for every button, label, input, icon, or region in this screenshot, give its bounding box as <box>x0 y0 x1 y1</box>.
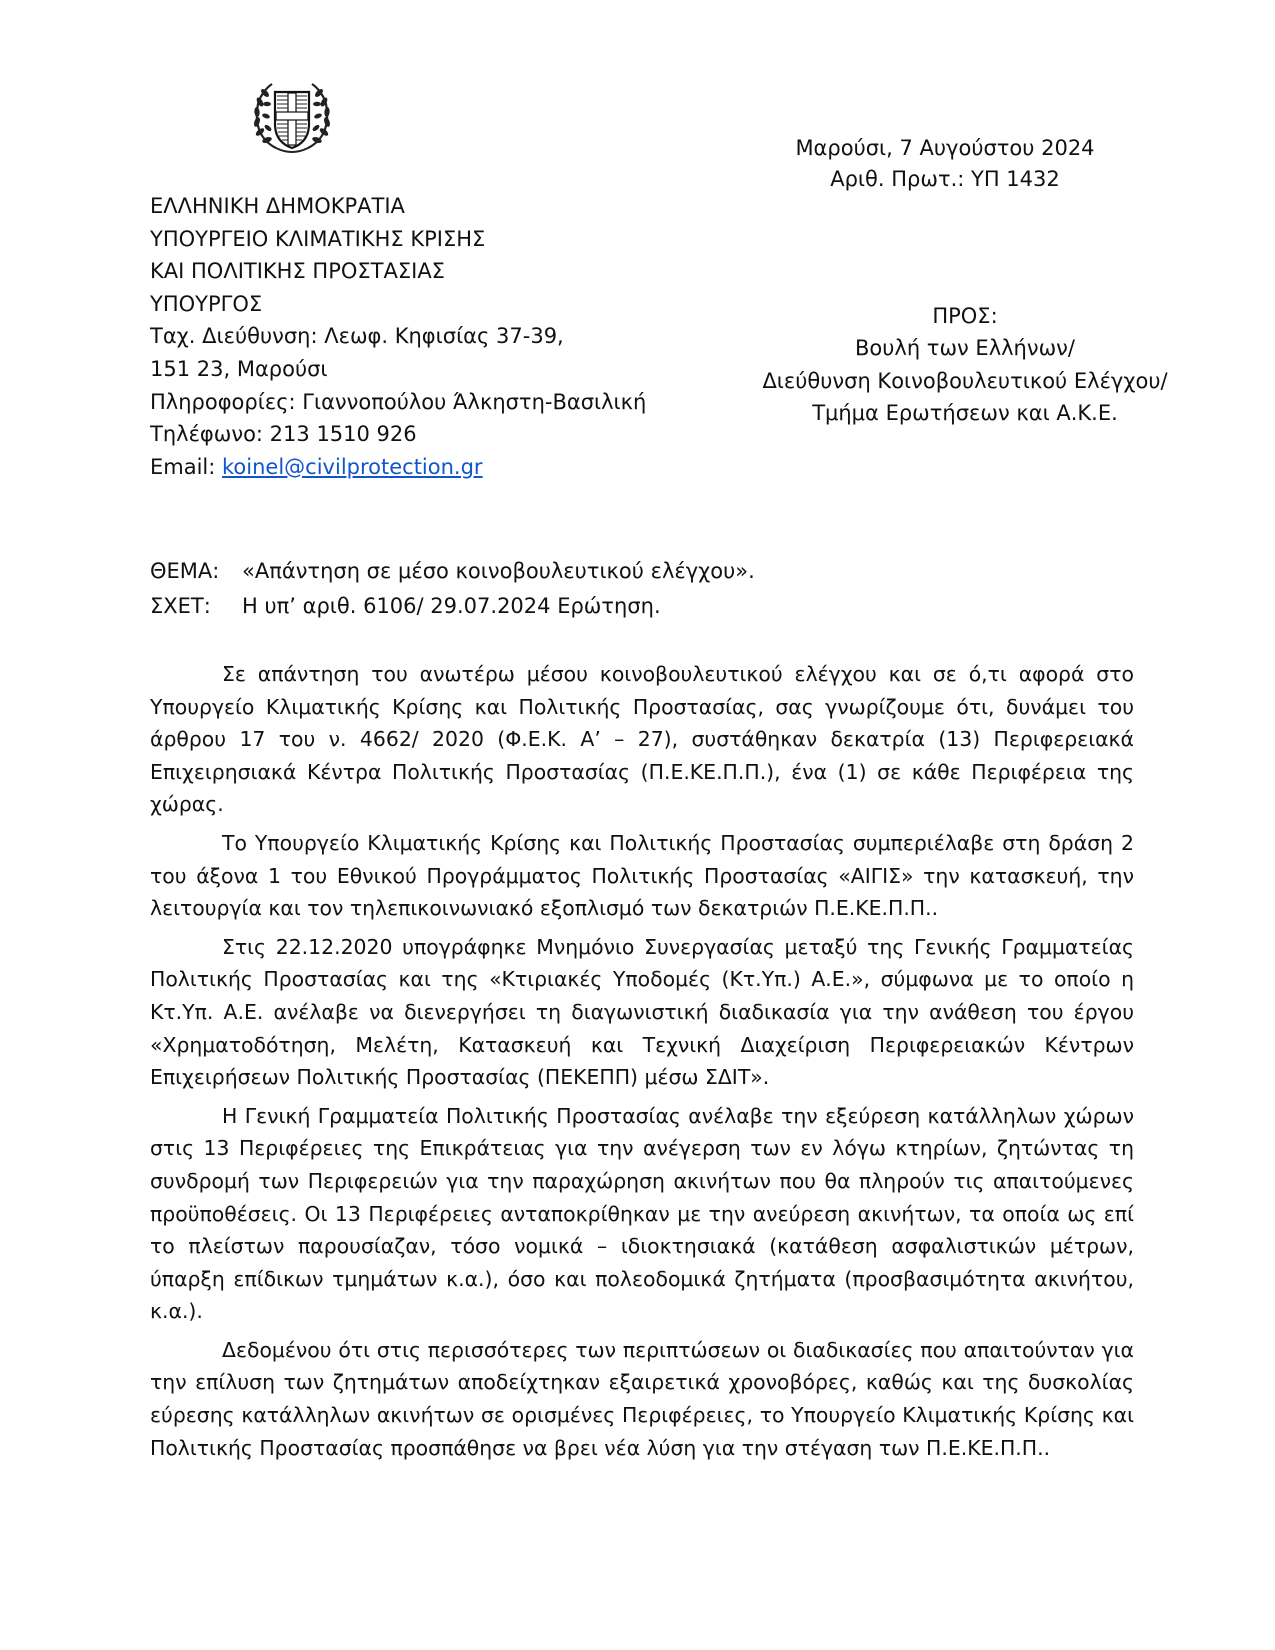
recipient-label: ΠΡΟΣ: <box>932 304 998 328</box>
sender-block <box>150 190 646 483</box>
email-label: Email: <box>150 454 223 479</box>
sender-phone: Τηλέφωνο: 213 1510 926 <box>150 422 417 447</box>
date-block <box>790 133 1100 195</box>
letter-body <box>150 658 1134 1470</box>
email-link[interactable]: koinel@civilprotection.gr <box>222 454 483 479</box>
body-paragraph-2: Το Υπουργείο Κλιματικής Κρίσης και Πολιτικής Προστασίας συμπεριέλαβε στη δράση 2 του άξονα 1 του Εθνικού Προγράμματος Πολιτικής Προστασίας «ΑΙΓΙΣ» την κατασκευή, την λειτουργία και τον τηλεπικοινωνιακό εξοπλισμό των δεκατριών Π.Ε.ΚΕ.Π.Π.. <box>150 830 1134 921</box>
sender-line-republic: ΕΛΛΗΝΙΚΗ ΔΗΜΟΚΡΑΤΙΑ <box>150 194 405 218</box>
subject-block <box>150 554 755 624</box>
sender-postcode: 151 23, Μαρούσι <box>150 356 328 381</box>
coat-of-arms-icon <box>246 78 338 158</box>
body-paragraph-4: Η Γενική Γραμματεία Πολιτικής Προστασίας ανέλαβε την εξεύρεση κατάλληλων χώρων στις 13 Περιφέρειες της Επικράτειας για την ανέγερση των εν λόγω κτηρίων, ζητώντας τη συνδρομή των Περιφερειών για την παραχώρηση ακινήτων που θα πληρούν τις απαιτούμενες προϋποθέσεις. Οι 13 Περιφέρειες ανταποκρίθηκαν με την ανεύρεση ακινήτων, τα οποία ως επί το πλείστων παρουσίαζαν, τόσο νομικά – ιδιοκτησιακά (κατάθεση ασφαλιστικών μέτρων, ύπαρξη επίδικων τμημάτων κ.α.), όσο και πολεοδομικά ζητήματα (προσβασιμότητα ακινήτου, κ.α.). <box>150 1103 1134 1324</box>
reference-text: Η υπ’ αριθ. 6106/ 29.07.2024 Ερώτηση. <box>242 594 661 618</box>
sender-info: Πληροφορίες: Γιαννοπούλου Άλκηστη-Βασιλική <box>150 389 647 414</box>
subject-row <box>150 554 755 589</box>
date-line: Μαρούσι, 7 Αυγούστου 2024 <box>795 136 1095 160</box>
subject-label: ΘΕΜΑ: <box>150 559 220 583</box>
sender-line-ministry-cont: ΚΑΙ ΠΟΛΙΤΙΚΗΣ ΠΡΟΣΤΑΣΙΑΣ <box>150 259 445 284</box>
subject-text: «Απάντηση σε μέσο κοινοβουλευτικού ελέγχου». <box>242 559 755 583</box>
recipient-line-parliament: Βουλή των Ελλήνων/ <box>854 336 1075 361</box>
sender-address: Ταχ. Διεύθυνση: Λεωφ. Κηφισίας 37-39, <box>150 324 564 349</box>
sender-line-minister: ΥΠΟΥΡΓΟΣ <box>150 291 263 316</box>
body-paragraph-3: Στις 22.12.2020 υπογράφηκε Μνημόνιο Συνεργασίας μεταξύ της Γενικής Γραμματείας Πολιτικής Προστασίας και της «Κτιριακές Υποδομές (Κτ.Υπ.) Α.Ε.», σύμφωνα με το οποίο η Κτ.Υπ. Α.Ε. ανέλαβε να διενεργήσει τη διαγωνιστική διαδικασία για την ανάθεση του έργου «Χρηματοδότηση, Μελέτη, Κατασκευή και Τεχνική Διαχείριση Περιφερειακών Κέντρων Επιχειρήσεων Πολιτικής Προστασίας (ΠΕΚΕΠΠ) μέσω ΣΔΙΤ». <box>150 934 1134 1090</box>
recipient-line-directorate: Διεύθυνση Κοινοβουλευτικού Ελέγχου/ <box>762 368 1168 393</box>
sender-email-row <box>150 451 646 484</box>
sender-line-ministry: ΥΠΟΥΡΓΕΙΟ ΚΛΙΜΑΤΙΚΗΣ ΚΡΙΣΗΣ <box>150 226 486 251</box>
protocol-number: Αριθ. Πρωτ.: ΥΠ 1432 <box>830 167 1060 191</box>
recipient-block <box>740 300 1190 430</box>
recipient-line-department: Τμήμα Ερωτήσεων και Α.Κ.Ε. <box>812 401 1118 426</box>
body-paragraph-1: Σε απάντηση του ανωτέρω μέσου κοινοβουλευτικού ελέγχου και σε ό,τι αφορά στο Υπουργείο Κλιματικής Κρίσης και Πολιτικής Προστασίας, σας γνωρίζουμε ότι, δυνάμει του άρθρου 17 του ν. 4662/ 2020 (Φ.Ε.Κ. Α’ – 27), συστάθηκαν δεκατρία (13) Περιφερειακά Επιχειρησιακά Κέντρα Πολιτικής Προστασίας (Π.Ε.ΚΕ.Π.Π.), ένα (1) σε κάθε Περιφέρεια της χώρας. <box>150 662 1134 817</box>
body-paragraph-5: Δεδομένου ότι στις περισσότερες των περιπτώσεων οι διαδικασίες που απαιτούνταν για την επίλυση των ζητημάτων αποδείχτηκαν εξαιρετικά χρονοβόρες, καθώς και της δυσκολίας εύρεσης κατάλληλων ακινήτων σε ορισμένες Περιφέρειες, το Υπουργείο Κλιματικής Κρίσης και Πολιτικής Προστασίας προσπάθησε να βρει νέα λύση για την στέγαση των Π.Ε.ΚΕ.Π.Π.. <box>150 1337 1134 1460</box>
reference-label: ΣΧΕΤ: <box>150 594 211 618</box>
reference-row <box>150 589 755 624</box>
